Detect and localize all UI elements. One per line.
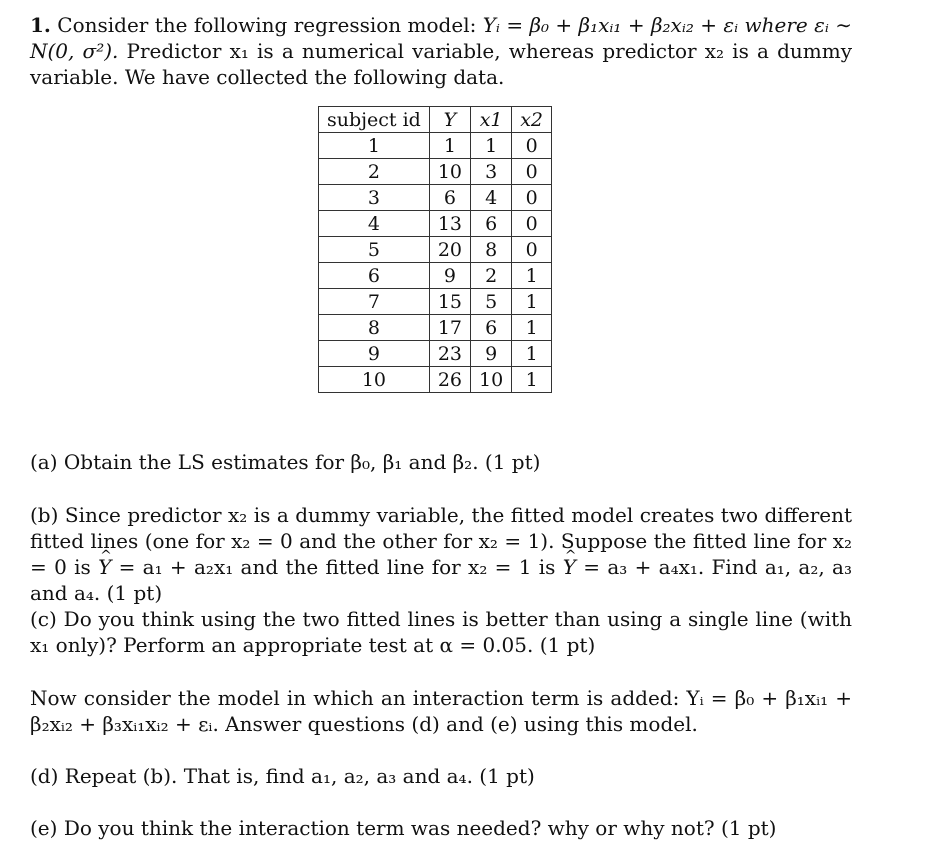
question-e [30, 815, 852, 841]
interaction-model-text: Now consider the model in which an interaction term is added: Yᵢ = β₀ + β₁xᵢ₁ + β₂xᵢ₂ + β₃xᵢ₁xᵢ₂ + εᵢ. Answer questions (d) and (e) using this model. [30, 686, 852, 736]
question-b-text-1: Since predictor x₂ is a dummy variable, the fitted model creates two different fitted lines (one for x₂ = 0 and the other for x₂ = 1). Suppose the fitted line for x₂ = 0 is [30, 503, 853, 579]
cell-subject-id: 9 [319, 341, 430, 367]
cell-x2: 0 [512, 185, 552, 211]
col-header-y: Y [429, 107, 470, 133]
question-d [30, 763, 852, 789]
cell-subject-id: 7 [319, 289, 430, 315]
cell-x1: 9 [471, 341, 512, 367]
cell-x1: 2 [471, 263, 512, 289]
cell-y: 15 [429, 289, 470, 315]
question-d-label: (d) [30, 764, 59, 788]
question-a-label: (a) [30, 450, 58, 474]
cell-subject-id: 5 [319, 237, 430, 263]
cell-subject-id: 1 [319, 133, 430, 159]
cell-x1: 1 [471, 133, 512, 159]
table-row [319, 211, 552, 237]
table-header-row [319, 107, 552, 133]
cell-subject-id: 2 [319, 159, 430, 185]
cell-subject-id: 4 [319, 211, 430, 237]
question-e-label: (e) [30, 816, 58, 840]
cell-x1: 4 [471, 185, 512, 211]
cell-subject-id: 3 [319, 185, 430, 211]
cell-x1: 8 [471, 237, 512, 263]
cell-x2: 1 [512, 341, 552, 367]
table-row [319, 133, 552, 159]
cell-x2: 0 [512, 159, 552, 185]
cell-y: 1 [429, 133, 470, 159]
question-c-label: (c) [30, 607, 57, 631]
table-row [319, 159, 552, 185]
cell-x2: 0 [512, 133, 552, 159]
cell-x2: 0 [512, 211, 552, 237]
cell-x2: 1 [512, 315, 552, 341]
table-row [319, 341, 552, 367]
cell-x2: 1 [512, 289, 552, 315]
cell-y: 6 [429, 185, 470, 211]
cell-subject-id: 8 [319, 315, 430, 341]
intro-text-a: Consider the following regression model: [57, 13, 477, 37]
cell-y: 23 [429, 341, 470, 367]
col-header-x1: x1 [471, 107, 512, 133]
interaction-model-intro [30, 685, 852, 737]
cell-y: 20 [429, 237, 470, 263]
cell-y: 26 [429, 367, 470, 393]
cell-x1: 10 [471, 367, 512, 393]
question-d-text: Repeat (b). That is, find a₁, a₂, a₃ and a₄. (1 pt) [64, 764, 535, 788]
table-row [319, 315, 552, 341]
cell-x2: 0 [512, 237, 552, 263]
cell-subject-id: 10 [319, 367, 430, 393]
y-hat-2: ^ Y [563, 554, 576, 580]
cell-y: 13 [429, 211, 470, 237]
question-b-text-2: = a₁ + a₂x₁ and the fitted line for x₂ = 1 is [118, 555, 556, 579]
question-c-text: Do you think using the two fitted lines is better than using a single line (with x₁ only)? Perform an appropriate test at α = 0.05. (1 pt) [30, 607, 853, 657]
cell-x1: 3 [471, 159, 512, 185]
data-table [318, 106, 552, 393]
question-a-text: Obtain the LS estimates for β₀, β₁ and β₂. (1 pt) [63, 450, 541, 474]
cell-y: 17 [429, 315, 470, 341]
cell-x1: 6 [471, 211, 512, 237]
problem-number: 1. [30, 13, 51, 37]
cell-y: 10 [429, 159, 470, 185]
table-row [319, 185, 552, 211]
question-c [30, 606, 852, 658]
table-body [319, 133, 552, 393]
intro-text-b: Predictor x₁ is a numerical variable, whereas predictor x₂ is a dummy variable. We have collected the following data. [30, 39, 852, 89]
cell-y: 9 [429, 263, 470, 289]
cell-subject-id: 6 [319, 263, 430, 289]
cell-x1: 5 [471, 289, 512, 315]
table-row [319, 263, 552, 289]
y-hat-1: ^ Y [98, 554, 111, 580]
table-row [319, 289, 552, 315]
table-row [319, 367, 552, 393]
col-header-subject-id: subject id [319, 107, 430, 133]
model-equation: Yᵢ = β₀ + β₁xᵢ₁ + β₂xᵢ₂ + εᵢ where εᵢ ∼ N(0, σ²). [30, 13, 853, 63]
col-header-x2: x2 [512, 107, 552, 133]
question-a [30, 449, 852, 475]
cell-x2: 1 [512, 367, 552, 393]
cell-x1: 6 [471, 315, 512, 341]
question-b-label: (b) [30, 503, 59, 527]
table-row [319, 237, 552, 263]
question-b [30, 502, 852, 606]
problem-intro [30, 12, 852, 90]
question-b-text-3: = a₃ + a₄x₁. Find a₁, a₂, a₃ and a₄. (1 pt) [30, 555, 852, 605]
cell-x2: 1 [512, 263, 552, 289]
question-e-text: Do you think the interaction term was needed? why or why not? (1 pt) [63, 816, 777, 840]
